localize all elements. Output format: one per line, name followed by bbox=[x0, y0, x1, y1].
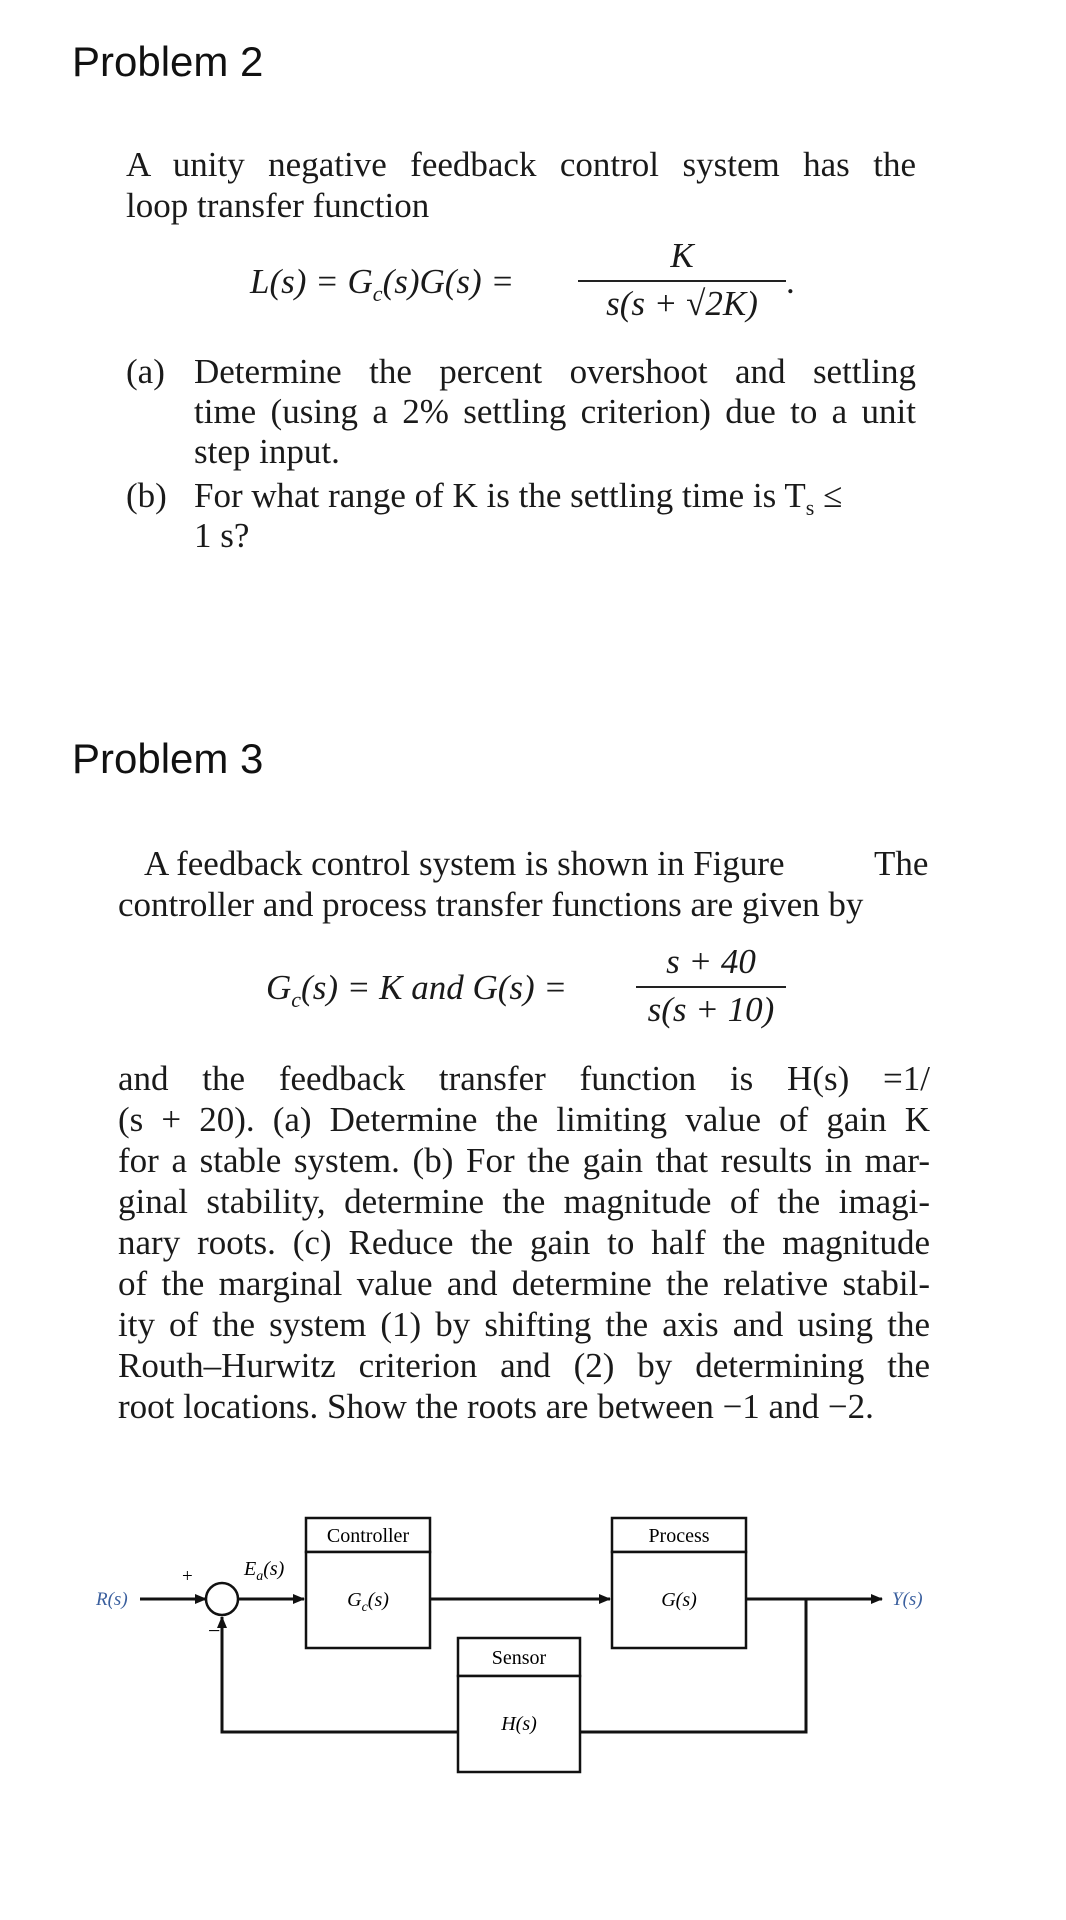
body-line: ginal stability, determine the magnitude of the imagi- bbox=[118, 1182, 930, 1221]
eq-subscript: c bbox=[291, 987, 302, 1012]
fraction-numerator: s + 40 bbox=[666, 942, 756, 981]
fraction-numerator: K bbox=[670, 236, 694, 275]
process-fraction bbox=[636, 942, 786, 1030]
part-label: (a) bbox=[126, 352, 165, 391]
eq-lhs: L(s) = G bbox=[250, 262, 373, 301]
controller-process-equation bbox=[266, 968, 567, 1013]
error-tail: (s) bbox=[263, 1558, 285, 1580]
controller-label: Controller bbox=[326, 1525, 410, 1547]
part-text: time (using a 2% settling criterion) due to a unit bbox=[194, 392, 916, 431]
fraction-denominator: s(s + √2K) bbox=[606, 284, 758, 323]
minus-sign: − bbox=[208, 1618, 221, 1643]
loop-transfer-equation bbox=[250, 262, 514, 307]
summing-junction bbox=[206, 1583, 238, 1615]
part-text: step input. bbox=[194, 432, 340, 471]
eq-period: . bbox=[786, 262, 795, 301]
eq-mid: (s) = K and G(s) = bbox=[301, 968, 568, 1007]
error-main: E bbox=[244, 1558, 257, 1580]
body-line: of the marginal value and determine the relative stabil- bbox=[118, 1264, 930, 1303]
problem-3-heading: Problem 3 bbox=[72, 735, 264, 782]
ctf-sub: c bbox=[361, 1600, 368, 1615]
intro-text: A feedback control system is shown in Figure bbox=[144, 844, 785, 883]
error-sub: a bbox=[256, 1569, 264, 1584]
output-signal-label: Y(s) bbox=[892, 1589, 923, 1610]
problem-3-intro-2: controller and process transfer functions are given by bbox=[118, 885, 864, 924]
fraction-denominator: s(s + 10) bbox=[647, 990, 775, 1029]
process-tf: G(s) bbox=[661, 1589, 697, 1611]
problem-2-heading: Problem 2 bbox=[72, 38, 264, 85]
part-label: (b) bbox=[126, 476, 167, 515]
intro-line: loop transfer function bbox=[126, 186, 430, 225]
problem-3-intro-end: The bbox=[874, 844, 929, 883]
part-text: 1 s? bbox=[194, 516, 250, 555]
ctf-tail: (s) bbox=[367, 1589, 389, 1611]
part-b-question: For what range of K is the settling time is T bbox=[194, 476, 806, 515]
problem-3-intro bbox=[144, 843, 932, 884]
body-line: root locations. Show the roots are between −1 and −2. bbox=[118, 1387, 874, 1426]
problem-2-part-a bbox=[126, 352, 916, 482]
sensor-tf: H(s) bbox=[501, 1713, 537, 1735]
less-equal-symbol: ≤ bbox=[823, 476, 843, 515]
body-line: for a stable system. (b) For the gain that results in mar- bbox=[118, 1141, 930, 1180]
body-line: ity of the system (1) by shifting the axis and using the bbox=[118, 1305, 930, 1344]
intro-line: A unity negative feedback control system has the bbox=[126, 145, 916, 184]
process-label: Process bbox=[648, 1525, 710, 1547]
plus-sign: + bbox=[182, 1566, 193, 1587]
sensor-label: Sensor bbox=[491, 1647, 547, 1669]
problem-2-intro-2 bbox=[126, 185, 916, 226]
feedback-block-diagram bbox=[0, 1370, 1066, 1810]
settling-subscript: s bbox=[805, 495, 815, 520]
error-signal-label bbox=[243, 1558, 285, 1584]
body-line: Routh–Hurwitz criterion and (2) by determining the bbox=[118, 1346, 930, 1385]
loop-transfer-fraction bbox=[578, 236, 786, 324]
body-line: nary roots. (c) Reduce the gain to half the magnitude bbox=[118, 1223, 930, 1262]
input-signal-label: R(s) bbox=[96, 1589, 128, 1610]
body-line: and the feedback transfer function is H(s) =1/ bbox=[118, 1059, 930, 1098]
eq-subscript: c bbox=[372, 281, 383, 306]
part-text: Determine the percent overshoot and settling bbox=[194, 352, 916, 391]
eq-lhs: G bbox=[266, 968, 292, 1007]
body-line: (s + 20). (a) Determine the limiting value of gain K bbox=[118, 1100, 930, 1139]
ctf-main: G bbox=[347, 1589, 362, 1611]
problem-2-part-b bbox=[126, 476, 916, 566]
eq-mid: (s)G(s) = bbox=[382, 262, 515, 301]
problem-2-intro bbox=[126, 144, 916, 185]
